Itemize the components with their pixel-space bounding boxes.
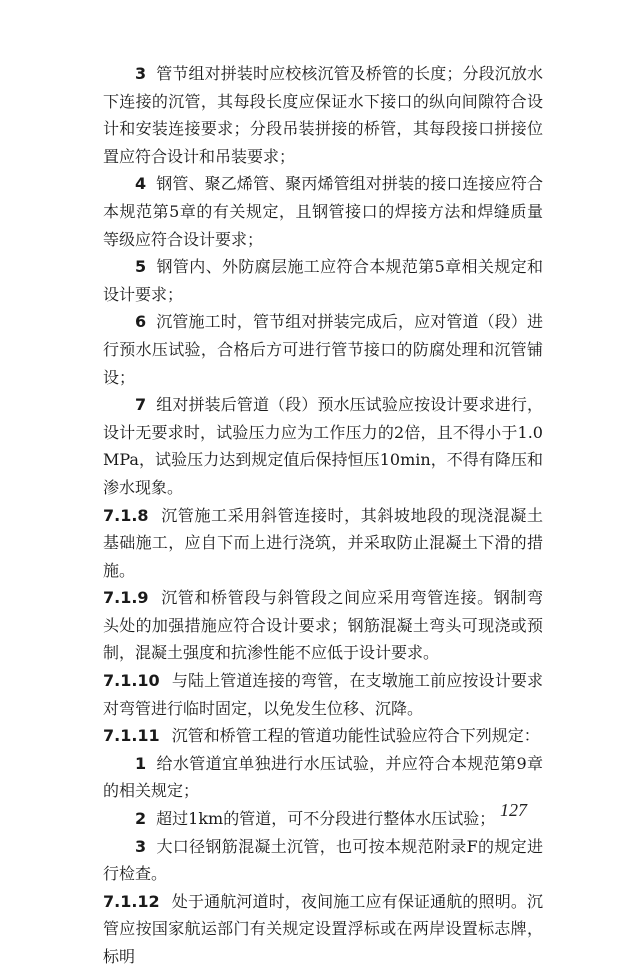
item-text: 给水管道宜单独进行水压试验，并应符合本规范第9章的相关规定； [103,753,543,801]
clause-number: 7.1.10 [103,671,160,691]
item-number: 3 [135,64,147,83]
item-text: 沉管施工时，管节组对拼装完成后，应对管道（段）进行预水压试验，合格后方可进行管节接口的防腐处理和沉管铺设； [103,312,543,387]
clause-number: 7.1.12 [103,891,160,911]
item-number: 2 [135,809,147,829]
clause [103,722,543,750]
list-item [103,60,543,170]
item-text: 组对拼装后管道（段）预水压试验应按设计要求进行，设计无要求时，试验压力应为工作压力的2倍，且不得小于1.0MPa，试验压力达到规定值后保持恒压10min，不得有降压和渗水现象。 [103,395,543,497]
page-number: 127 [500,800,527,820]
document-body [103,60,543,971]
list-item [103,833,543,888]
clause [103,667,543,722]
clause-text: 与陆上管道连接的弯管，在支墩施工前应按设计要求对弯管进行临时固定，以免发生位移、沉降。 [103,671,543,718]
clause-number: 7.1.9 [103,588,149,608]
clause [103,888,543,971]
clause-text: 沉管施工采用斜管连接时，其斜坡地段的现浇混凝土基础施工，应自下而上进行浇筑，并采取防止混凝土下滑的措施。 [103,505,543,580]
item-number: 6 [135,312,147,332]
list-item [103,170,543,253]
item-text: 钢管、聚乙烯管、聚丙烯管组对拼装的接口连接应符合本规范第5章的有关规定，且钢管接口的焊接方法和焊缝质量等级应符合设计要求； [103,174,543,249]
clause-number: 7.1.11 [103,726,160,746]
clause [103,502,543,585]
clause [103,584,543,667]
clause-number: 7.1.8 [103,505,149,525]
list-item [103,805,543,833]
clause-text: 沉管和桥管段与斜管段之间应采用弯管连接。钢制弯头处的加强措施应符合设计要求；钢筋混凝土弯头可现浇或预制，混凝土强度和抗渗性能不应低于设计要求。 [103,588,543,663]
item-number: 1 [135,753,147,773]
list-item [103,750,543,805]
list-item [103,308,543,391]
item-text: 管节组对拼装时应校核沉管及桥管的长度；分段沉放水下连接的沉管，其每段长度应保证水下接口的纵向间隙符合设计和安装连接要求；分段吊装拼接的桥管，其每段接口拼接位置应符合设计和吊装要求； [103,64,543,166]
item-number: 3 [135,836,147,856]
list-item [103,253,543,308]
list-item [103,391,543,501]
item-number: 7 [135,395,147,415]
clause-text: 沉管和桥管工程的管道功能性试验应符合下列规定： [171,726,540,746]
item-number: 4 [135,174,147,194]
item-text: 大口径钢筋混凝土沉管，也可按本规范附录F的规定进行检查。 [103,836,543,884]
clause-text: 处于通航河道时，夜间施工应有保证通航的照明。沉管应按国家航运部门有关规定设置浮标或在两岸设置标志牌，标明 [103,891,543,966]
item-number: 5 [135,257,147,277]
item-text: 超过1km的管道，可不分段进行整体水压试验； [156,809,496,829]
item-text: 钢管内、外防腐层施工应符合本规范第5章相关规定和设计要求； [103,257,543,304]
